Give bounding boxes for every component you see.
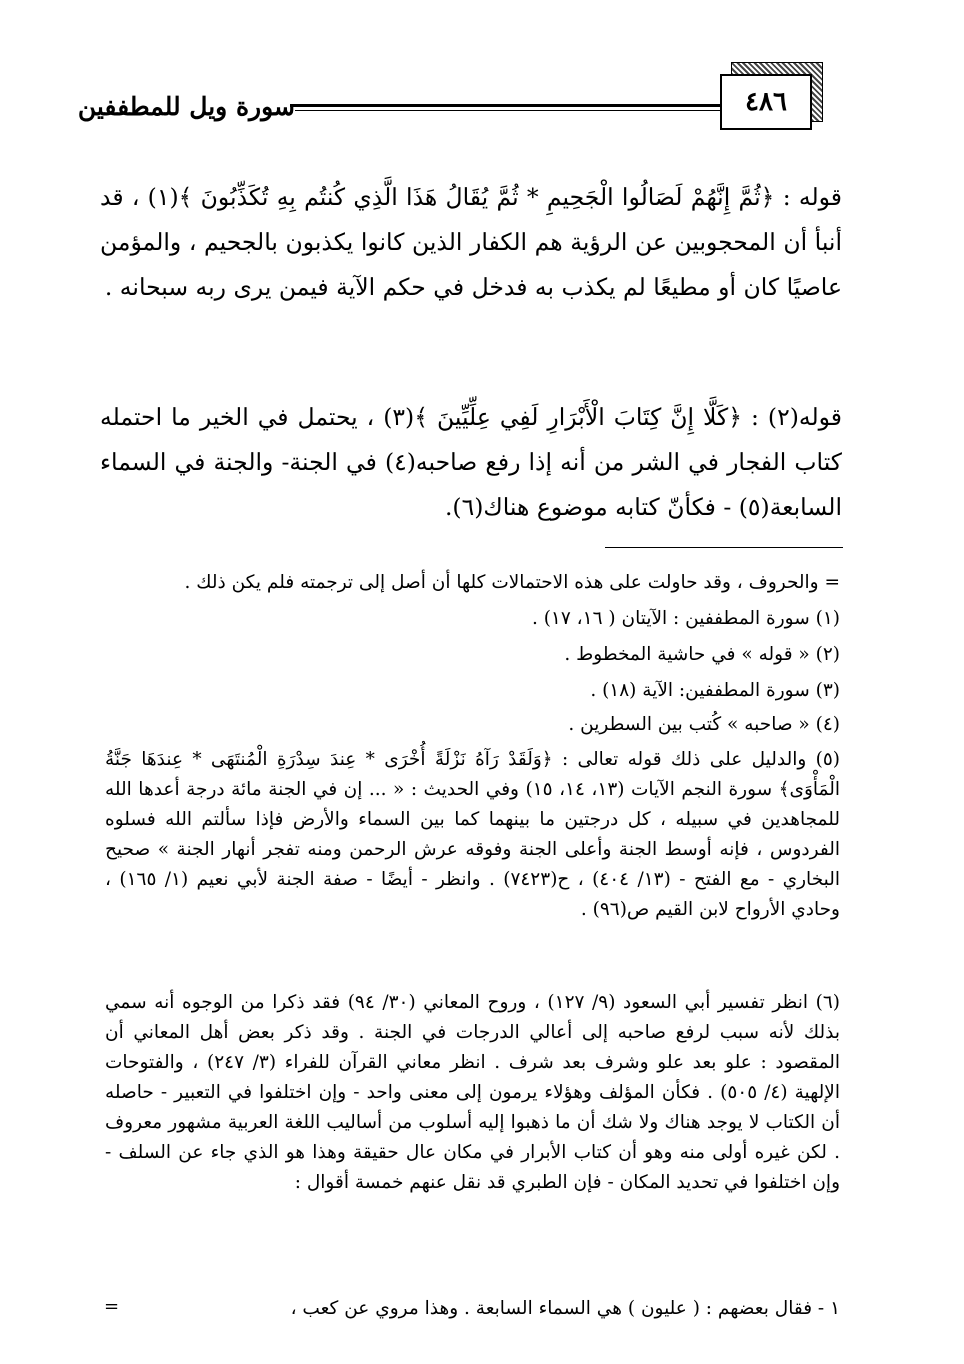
footnote-5: (٥) والدليل على ذلك قوله تعالى : ﴿وَلَقَدْ رَآهُ نَزْلَةً أُخْرَى * عِندَ سِدْرَةِ الْمُنتَهَى * عِندَهَا جَنَّةُ الْمَأْوَى﴾ سورة النجم الآيات (١٣، ١٤، ١٥) وفي الحديث : « ... إن في الجنة مائة درجة أعدها الله للمجاهدين في سبيله ، كل درجتين ما بينهما كما بين السماء والأرض فإذا سألتم الله فسلوه الفردوس ، فإنه أوسط الجنة وأعلى الجنة وفوقه عرش الرحمن ومنه تفجر أنهار الجنة » صحيح البخاري - مع الفتح - (١٣/ ٤٠٤) ، ح(٧٤٢٣) . وانظر - أيضًا - صفة الجنة لأبي نعيم (١/ ١٦٥) ، وحادي الأرواح لابن القيم ص(٩٦) . bbox=[105, 749, 840, 920]
footnote-3: (٣) سورة المطففين: الآية (١٨) . bbox=[590, 680, 840, 701]
page-number: ٤٨٦ bbox=[720, 74, 812, 130]
footnote-1: (١) سورة المطففين : الآيتان ( ١٦، ١٧) . bbox=[531, 608, 840, 629]
footnote-4: (٤) « صاحبه » كُتب بين السطرين . bbox=[568, 714, 840, 735]
header-rule bbox=[290, 104, 724, 107]
continuation-mark: = bbox=[104, 1296, 120, 1317]
body-paragraph-1: قوله : ﴿ثُمَّ إِنَّهُمْ لَصَالُوا الْجَحِيمِ * ثُمَّ يُقَالُ هَذَا الَّذِي كُنتُم بِهِ تُكَذِّبُونَ ﴾(١) ، قد أنبأ أن المحجوبين عن الرؤية هم الكفار الذين كانوا يكذبون بالجحيم ، والمؤمن عاصيًا كان أو مطيعًا لم يكذب به فدخل في حكم الآية فيمن يرى ربه سبحانه . bbox=[100, 183, 843, 301]
footnote-2: (٢) « قوله » في حاشية المخطوط . bbox=[564, 644, 840, 665]
header-rule-thin bbox=[295, 110, 724, 111]
footnote-6: (٦) انظر تفسير أبي السعود (٩/ ١٢٧) ، وروح المعاني (٣٠/ ٩٤) فقد ذكرا من الوجوه أنه سمي بذلك لأنه سبب لرفع صاحبه إلى أعالي الدرجات في الجنة . وقد ذكر بعض أهل المعاني أن المقصود : علو بعد علو وشرف بعد شرف . انظر معاني القرآن للفراء (٣/ ٢٤٧) ، والفتوحات الإلهية (٤/ ٥٠٥) . فكأن المؤلف وهؤلاء يرمون إلى معنى واحد - وإن اختلفوا في التعبير - حاصله أن الكتاب لا يوجد هناك ولا شك أن ما ذهبوا إليه أسلوب من أساليب اللغة العربية مشهور معروف . لكن غيره أولى منه وهو أن كتاب الأبرار في مكان عال حقيقة وهذا هو الذي جاء عن السلف - وإن اختلفوا في تحديد المكان - فإن الطبري قد نقل عنهم خمسة أقوال : bbox=[105, 992, 840, 1193]
body-paragraph-2: قوله(٢) : ﴿كَلَّا إِنَّ كِتَابَ الْأَبْرَارِ لَفِي عِلِّيِّينَ ﴾(٣) ، يحتمل في الخير ما احتمله كتاب الفجار في الشر من أنه إذا رفع صاحبه(٤) في الجنة- والجنة في السماء السابعة(٥) - فكأنّ كتابه موضوع هناك(٦). bbox=[100, 403, 843, 521]
footnote-separator bbox=[605, 547, 843, 548]
footnote-continuation: = والحروف ، وقد حاولت على هذه الاحتمالات كلها أن أصل إلى ترجمته فلم يكن ذلك . bbox=[184, 572, 840, 593]
footnote-6-list-item-1: ١ - فقال بعضهم : ( عليون ) هي السماء السابعة . وهذا مروي عن كعب ، bbox=[290, 1298, 840, 1319]
page-header-title: سورة ويل للمطففين bbox=[77, 92, 295, 121]
